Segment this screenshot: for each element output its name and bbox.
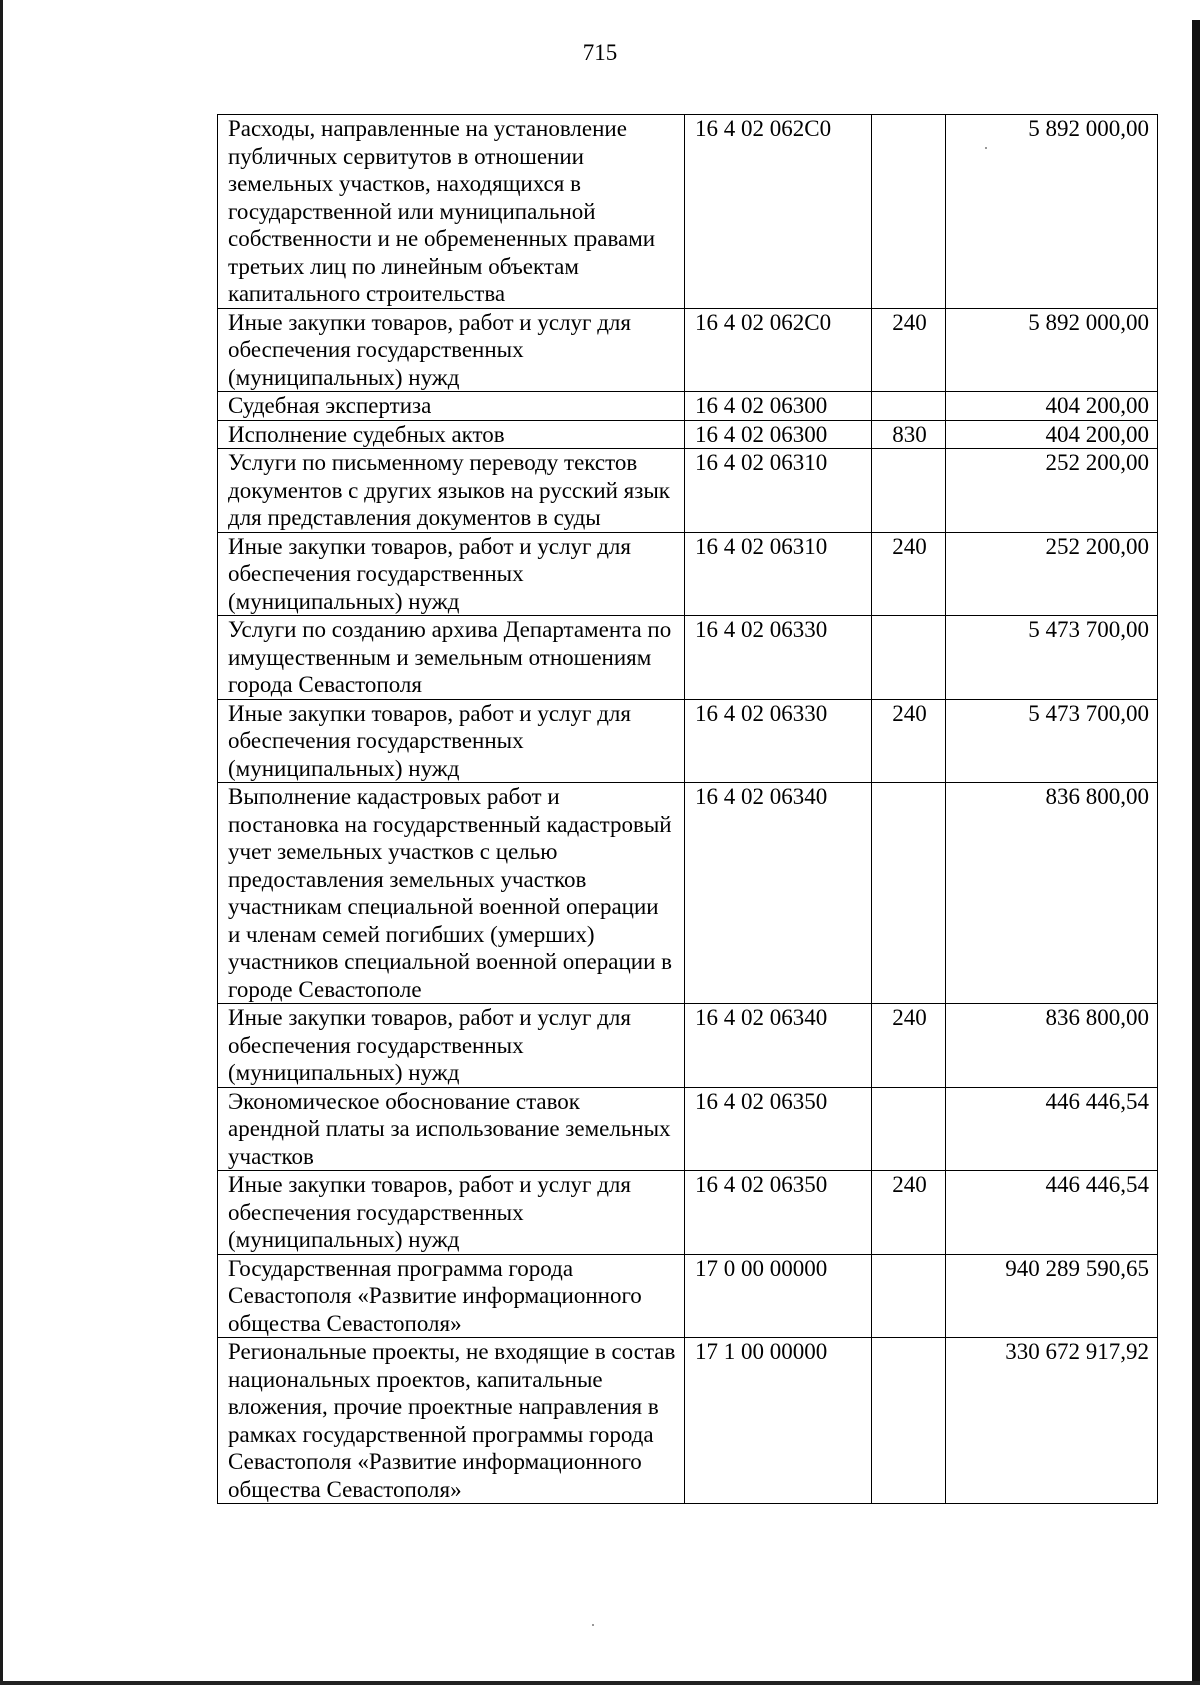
target-article-code-cell: 17 0 00 00000 [685,1254,872,1338]
amount-cell: 252 200,00 [946,449,1158,533]
scan-speck [592,1624,594,1626]
expense-name-cell: Иные закупки товаров, работ и услуг для обеспечения государственных (муниципальных) нужд [218,1171,685,1255]
amount-cell: 836 800,00 [946,783,1158,1004]
table-row [218,699,1158,783]
target-article-code-cell: 16 4 02 062С0 [685,308,872,392]
expense-type-cell: 240 [872,308,946,392]
target-article-code-cell: 16 4 02 06300 [685,420,872,449]
expense-name-cell: Расходы, направленные на установление публичных сервитутов в отношении земельных участков, находящихся в государственной или муниципальной собственности и не обремененных правами третьих лиц по линейным объектам капитального строительства [218,115,685,309]
expense-name-cell: Исполнение судебных актов [218,420,685,449]
expense-name-cell: Экономическое обоснование ставок арендной платы за использование земельных участков [218,1087,685,1171]
amount-cell: 252 200,00 [946,532,1158,616]
expense-type-cell: 240 [872,1004,946,1088]
amount-cell: 5 473 700,00 [946,616,1158,700]
expense-type-cell [872,783,946,1004]
table-row [218,392,1158,421]
expense-type-cell [872,115,946,309]
table-row [218,420,1158,449]
amount-cell: 5 892 000,00 [946,308,1158,392]
expense-name-cell: Услуги по письменному переводу текстов документов с других языков на русский язык для представления документов в суды [218,449,685,533]
amount-cell: 5 473 700,00 [946,699,1158,783]
target-article-code-cell: 16 4 02 06340 [685,783,872,1004]
table-row [218,1087,1158,1171]
target-article-code-cell: 16 4 02 06310 [685,449,872,533]
scan-border-right [1192,20,1200,1685]
expense-type-cell [872,1254,946,1338]
expense-type-cell [872,449,946,533]
target-article-code-cell: 16 4 02 06350 [685,1171,872,1255]
expense-name-cell: Региональные проекты, не входящие в состав национальных проектов, капитальные вложения, прочие проектные направления в рамках государственной программы города Севастополя «Развитие информационного общества Севастополя» [218,1338,685,1504]
amount-cell: 5 892 000,00 [946,115,1158,309]
table-row [218,115,1158,309]
page-number: 715 [582,40,618,65]
target-article-code-cell: 16 4 02 06350 [685,1087,872,1171]
amount-cell: 446 446,54 [946,1171,1158,1255]
expense-type-cell [872,616,946,700]
expense-name-cell: Выполнение кадастровых работ и постановка на государственный кадастровый учет земельных участков с целью предоставления земельных участков участникам специальной военной операции и членам семей погибших (умерших) участников специальной военной операции в городе Севастополе [218,783,685,1004]
amount-cell: 330 672 917,92 [946,1338,1158,1504]
expense-type-cell [872,1338,946,1504]
table-row [218,532,1158,616]
target-article-code-cell: 16 4 02 06330 [685,616,872,700]
amount-cell: 446 446,54 [946,1087,1158,1171]
target-article-code-cell: 17 1 00 00000 [685,1338,872,1504]
expense-name-cell: Иные закупки товаров, работ и услуг для обеспечения государственных (муниципальных) нужд [218,1004,685,1088]
table-row [218,783,1158,1004]
target-article-code-cell: 16 4 02 06330 [685,699,872,783]
table-row [218,1254,1158,1338]
expense-name-cell: Государственная программа города Севастополя «Развитие информационного общества Севастополя» [218,1254,685,1338]
target-article-code-cell: 16 4 02 062С0 [685,115,872,309]
scan-border-bottom [0,1681,1200,1685]
amount-cell: 404 200,00 [946,420,1158,449]
expense-type-cell: 830 [872,420,946,449]
expense-name-cell: Судебная экспертиза [218,392,685,421]
table-row [218,1004,1158,1088]
table-row [218,1171,1158,1255]
amount-cell: 940 289 590,65 [946,1254,1158,1338]
expense-type-cell [872,392,946,421]
expense-type-cell: 240 [872,699,946,783]
amount-cell: 836 800,00 [946,1004,1158,1088]
expense-name-cell: Иные закупки товаров, работ и услуг для обеспечения государственных (муниципальных) нужд [218,699,685,783]
expense-name-cell: Иные закупки товаров, работ и услуг для обеспечения государственных (муниципальных) нужд [218,308,685,392]
table-row [218,616,1158,700]
budget-table [217,114,1158,1504]
budget-table-body [218,115,1158,1504]
expense-type-cell: 240 [872,1171,946,1255]
target-article-code-cell: 16 4 02 06340 [685,1004,872,1088]
target-article-code-cell: 16 4 02 06300 [685,392,872,421]
target-article-code-cell: 16 4 02 06310 [685,532,872,616]
expense-name-cell: Иные закупки товаров, работ и услуг для обеспечения государственных (муниципальных) нужд [218,532,685,616]
expense-type-cell [872,1087,946,1171]
table-row [218,308,1158,392]
table-row [218,449,1158,533]
expense-type-cell: 240 [872,532,946,616]
amount-cell: 404 200,00 [946,392,1158,421]
table-row [218,1338,1158,1504]
expense-name-cell: Услуги по созданию архива Департамента по имущественным и земельным отношениям города Севастополя [218,616,685,700]
scan-border-left [0,0,3,1685]
